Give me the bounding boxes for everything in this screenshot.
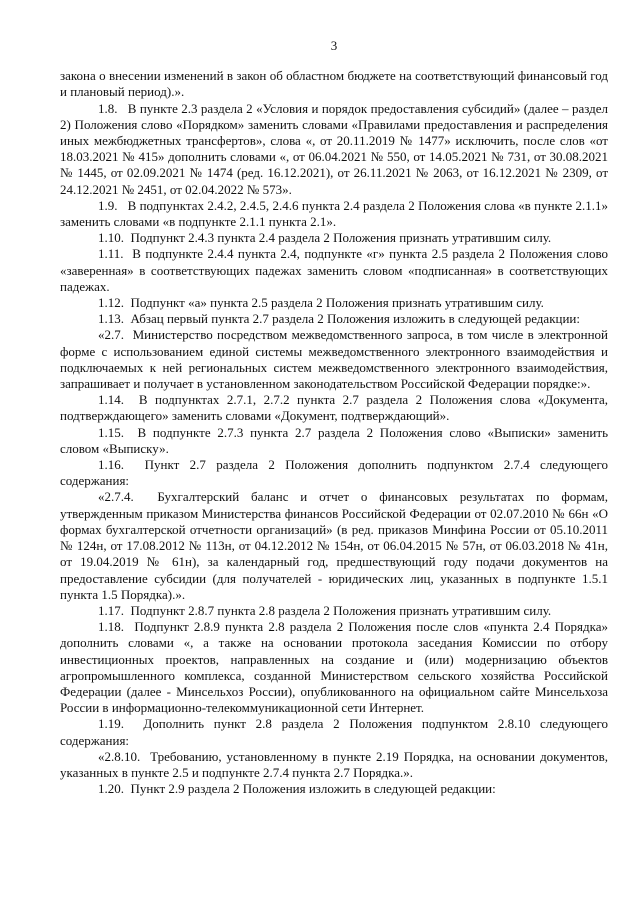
paragraph-continuation: закона о внесении изменений в закон об областном бюджете на соответствующий финансовый год и плановый период).».	[60, 68, 608, 100]
paragraph-1-19: 1.19. Дополнить пункт 2.8 раздела 2 Положения подпунктом 2.8.10 следующего содержания:	[60, 716, 608, 748]
quote-2-7-4: «2.7.4. Бухгалтерский баланс и отчет о финансовых результатах по формам, утвержденным приказом Министерства финансов Российской Федерации от 02.07.2010 № 66н «О формах бухгалтерской отчетности организаций» (в ред. приказов Минфина России от 05.10.2011 № 124н, от 17.08.2012 № 113н, от 04.12.2012 № 154н, от 06.04.2015 № 57н, от 06.03.2018 № 41н, от 19.04.2019 № 61н), за календарный год, предшествующий году подачи документов на предоставление субсидии (для получателей - юридических лиц, указанных в подпункте 1.5.1 пункта 1.5 Порядка).».	[60, 489, 608, 602]
paragraph-1-8: 1.8. В пункте 2.3 раздела 2 «Условия и порядок предоставления субсидий» (далее – раздел 2) Положения слово «Порядком» заменить словами «Правилами предоставления и распределения иных межбюджетных трансфертов», слова «, от 20.11.2019 № 1477» исключить, после слов «от 18.03.2021 № 415» дополнить словами «, от 06.04.2021 № 550, от 14.05.2021 № 731, от 30.08.2021 № 1445, от 02.09.2021 № 1474 (ред. 16.12.2021), от 26.11.2021 № 2063, от 16.12.2021 № 2309, от 24.12.2021 № 2451, от 02.04.2022 № 573».	[60, 100, 608, 197]
quote-2-8-10: «2.8.10. Требованию, установленному в пункте 2.19 Порядка, на основании документов, указанных в пункте 2.5 и подпункте 2.7.4 пункта 2.7 Порядка.».	[60, 748, 608, 780]
document-body	[60, 68, 608, 797]
paragraph-1-17: 1.17. Подпункт 2.8.7 пункта 2.8 раздела 2 Положения признать утратившим силу.	[98, 602, 552, 618]
paragraph-1-15: 1.15. В подпункте 2.7.3 пункта 2.7 раздела 2 Положения слово «Выписки» заменить словом «Выписку».	[60, 424, 608, 456]
paragraph-1-12: 1.12. Подпункт «а» пункта 2.5 раздела 2 Положения признать утратившим силу.	[98, 295, 544, 311]
quote-2-7: «2.7. Министерство посредством межведомственного запроса, в том числе в электронной форме с использованием единой системы межведомственного электронного взаимодействия и подключаемых к ней региональных систем межведомственного электронного взаимодействия, запрашивает и получает в установленном законодательством Российской Федерации порядке:».	[60, 327, 608, 392]
paragraph-1-16: 1.16. Пункт 2.7 раздела 2 Положения дополнить подпунктом 2.7.4 следующего содержания:	[60, 457, 608, 489]
paragraph-1-13: 1.13. Абзац первый пункта 2.7 раздела 2 Положения изложить в следующей редакции:	[98, 311, 580, 327]
page-number: 3	[330, 38, 338, 53]
paragraph-1-10: 1.10. Подпункт 2.4.3 пункта 2.4 раздела 2 Положения признать утратившим силу.	[98, 230, 552, 246]
paragraph-1-18: 1.18. Подпункт 2.8.9 пункта 2.8 раздела 2 Положения после слов «пункта 2.4 Порядка» дополнить словами «, а также на основании протокола заседания Комиссии по отбору инвестиционных проектов, направленных на создание и (или) модернизацию объектов агропромышленного комплекса, созданной Министерством сельского хозяйства Российской Федерации (далее - Минсельхоз России), опубликованного на официальном сайте Минсельхоза России в информационно-телекоммуникационной сети Интернет.	[60, 619, 608, 716]
paragraph-1-9: 1.9. В подпунктах 2.4.2, 2.4.5, 2.4.6 пункта 2.4 раздела 2 Положения слова «в пункте 2.1.1» заменить словами «в подпункте 2.1.1 пункта 2.1».	[60, 197, 608, 230]
paragraph-1-11: 1.11. В подпункте 2.4.4 пункта 2.4, подпункте «г» пункта 2.5 раздела 2 Положения слово «заверенная» в соответствующих падежах заменить словом «подписанная» в соответствующих падежах.	[60, 246, 608, 294]
paragraph-1-20: 1.20. Пункт 2.9 раздела 2 Положения изложить в следующей редакции:	[98, 781, 496, 797]
paragraph-1-14: 1.14. В подпунктах 2.7.1, 2.7.2 пункта 2.7 раздела 2 Положения слова «Документа, подтверждающего» заменить словами «Документ, подтверждающий».	[60, 392, 608, 424]
